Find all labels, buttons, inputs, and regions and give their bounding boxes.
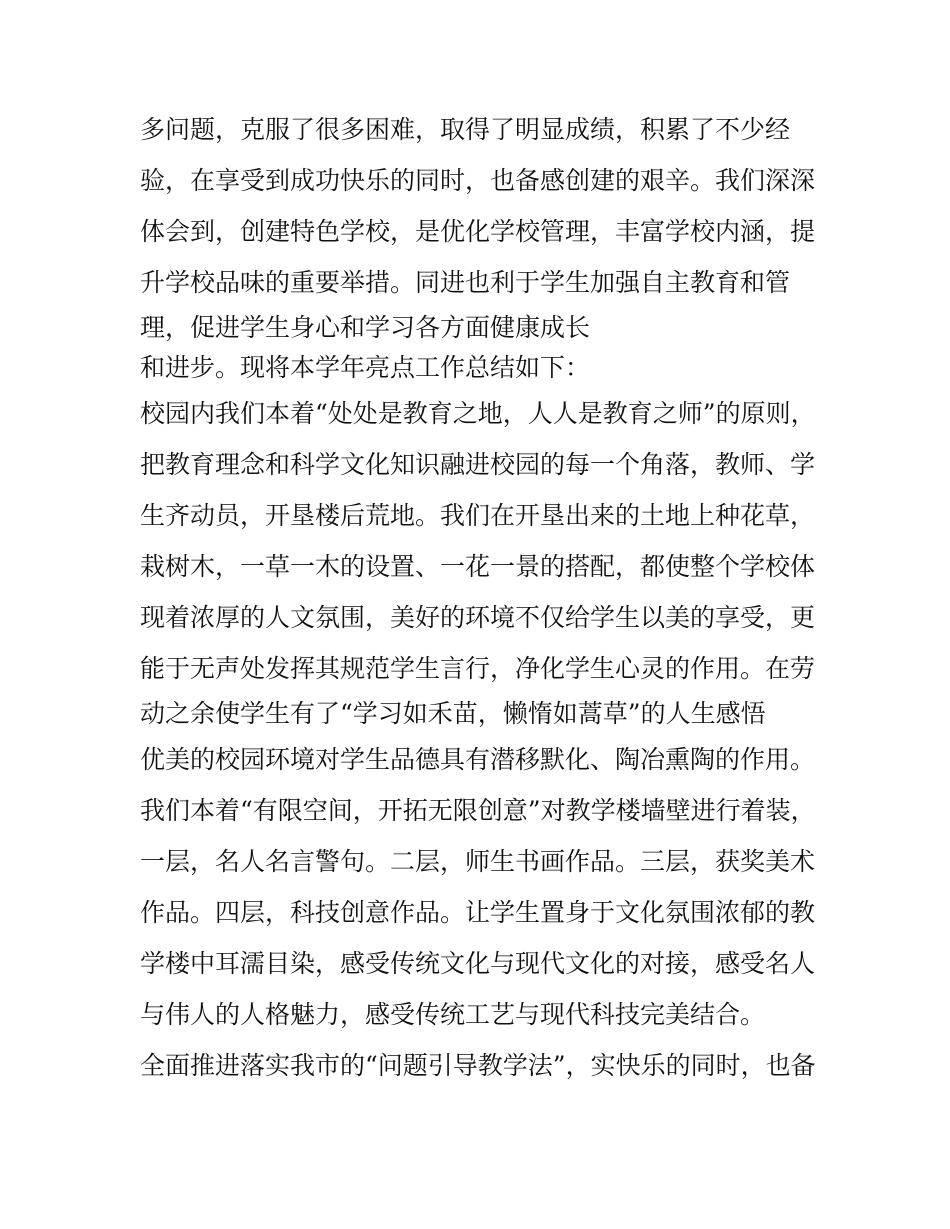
text-line: 优美的校园环境对学生品德具有潜移默化、陶冶熏陶的作用。 — [140, 745, 816, 774]
body-text — [140, 104, 820, 1091]
text-line: 栽树木，一草一木的设置、一花一景的搭配，都使整个学校体 — [140, 552, 816, 581]
text-line: 升学校品味的重要举措。同进也利于学生加强自主教育和管 — [140, 268, 791, 297]
text-line: 验，在享受到成功快乐的同时，也备感创建的艰辛。我们深深 — [140, 166, 816, 195]
text-line: 作品。四层，科技创意作品。让学生置身于文化氛围浓郁的教 — [140, 898, 816, 927]
text-line: 能于无声处发挥其规范学生言行，净化学生心灵的作用。在劳 — [140, 654, 816, 683]
text-line: 一层，名人名言警句。二层，师生书画作品。三层，获奖美术 — [140, 847, 816, 876]
text-line: 全面推进落实我市的“问题引导教学法”，实快乐的同时，也备 — [140, 1051, 816, 1080]
text-line: 理，促进学生身心和学习各方面健康成长 — [140, 313, 591, 342]
text-line: 生齐动员，开垦楼后荒地。我们在开垦出来的土地上种花草， — [140, 501, 816, 530]
text-line: 我们本着“有限空间，开拓无限创意”对教学楼墙壁进行着装， — [140, 796, 816, 825]
text-line: 动之余使学生有了“学习如禾苗，懒惰如蒿草”的人生感悟 — [140, 699, 766, 728]
text-line: 与伟人的人格魅力，感受传统工艺与现代科技完美结合。 — [140, 1000, 766, 1029]
text-line: 校园内我们本着“处处是教育之地，人人是教育之师”的原则， — [140, 399, 816, 428]
text-line: 学楼中耳濡目染，感受传统文化与现代文化的对接，感受名人 — [140, 949, 816, 978]
text-line: 把教育理念和科学文化知识融进校园的每一个角落，教师、学 — [140, 450, 816, 479]
text-line: 体会到，创建特色学校，是优化学校管理，丰富学校内涵，提 — [140, 217, 816, 246]
text-line: 多问题，克服了很多困难，取得了明显成绩，积累了不少经 — [140, 115, 791, 144]
text-line: 和进步。现将本学年亮点工作总结如下： — [140, 353, 591, 382]
text-line: 现着浓厚的人文氛围，美好的环境不仅给学生以美的享受，更 — [140, 603, 816, 632]
